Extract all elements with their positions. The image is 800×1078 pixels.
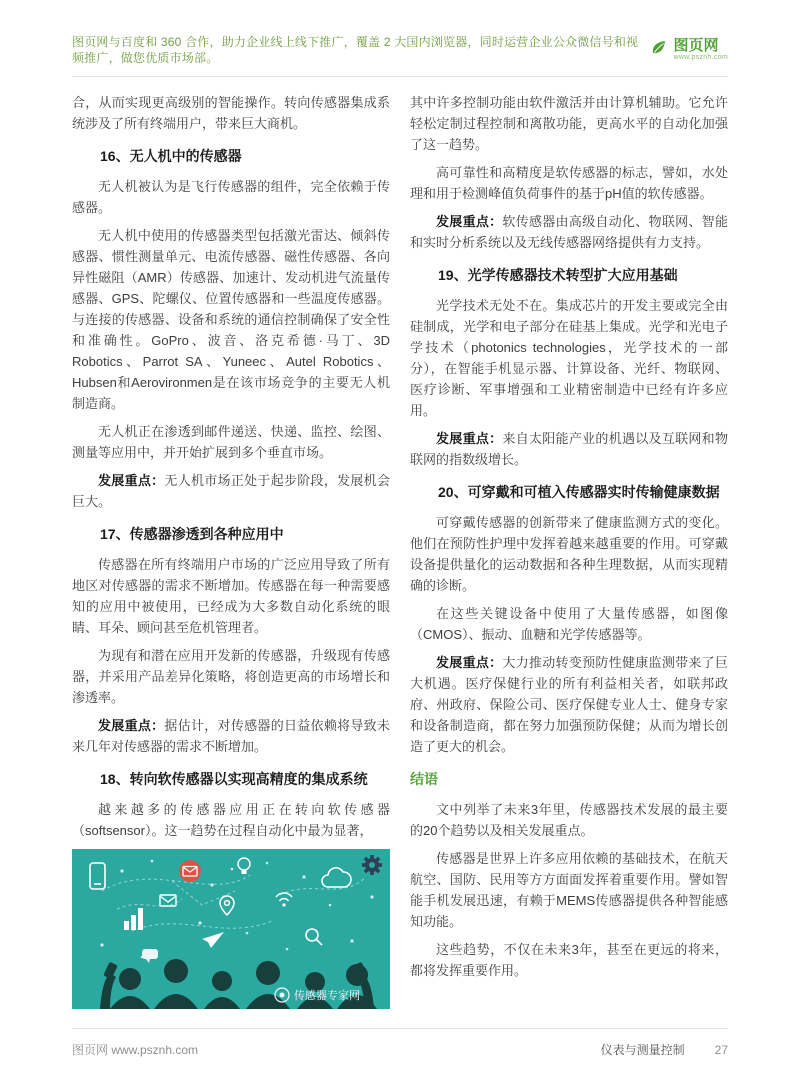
page-footer [72,1028,728,1058]
paragraph: 文中列举了未来3年里，传感器技术发展的最主要的20个趋势以及相关发展重点。 [410,802,728,838]
logo-subtitle: www.psznh.com [673,54,728,62]
article-body [72,77,728,1009]
envelope-badge-icon [179,860,201,882]
footer-page-number: 27 [714,1042,728,1057]
paragraph: 传感器是世界上许多应用依赖的基础技术，在航天航空、国防、民用等方方面面发挥着重要作用。譬如智能手机发展迅速，有赖于MEMS传感器提供各种智能感知功能。 [410,851,728,929]
paragraph: 无人机被认为是飞行传感器的组件，完全依赖于传感器。 [72,179,390,215]
left-column [72,92,390,1009]
logo-title: 图页网 [673,36,719,54]
keypoint-lead: 发展重点： [98,473,165,488]
keypoint-text: 大力推动转变预防性健康监测带来了巨大机遇。医疗保健行业的所有利益相关者，如联邦政府、州政府、保险公司、医疗保健专业人士、健身专家和设备制造商，都在努力加强预防保健；从而为增长创造了更大的机会。 [410,655,728,754]
keypoint-lead: 发展重点： [436,655,503,670]
keypoint-text: 来自太阳能产业的机遇以及互联网和物联网的指数级增长。 [410,431,728,467]
logo-text [674,38,728,62]
paragraph: 无人机正在渗透到邮件递送、快递、监控、绘图、测量等应用中，并开始扩展到多个垂直市场。 [72,424,390,460]
keypoint-lead: 发展重点： [98,718,165,733]
keypoint-paragraph [410,652,728,757]
paragraph: 其中许多控制功能由软件激活并由计算机辅助。它允许轻松定制过程控制和离散功能，更高水平的自动化加强了这一趋势。 [410,95,728,152]
keypoint-text: 软传感器由高级自动化、物联网、智能和实时分析系统以及无线传感器网络提供有力支持。 [410,214,728,250]
paragraph: 高可靠性和高精度是软传感器的标志，譬如，水处理和用于检测峰值负荷事件的基于pH值的软传感器。 [410,165,728,201]
paragraph: 越来越多的传感器应用正在转向软传感器（softsensor）。这一趋势在过程自动化中最为显著， [72,802,390,838]
heading-conclusion: 结语 [410,771,438,787]
keypoint-lead: 发展重点： [436,431,503,446]
paragraph: 无人机中使用的传感器类型包括激光雷达、倾斜传感器、惯性测量单元、电流传感器、磁性传感器、各向异性磁阻（AMR）传感器、加速计、发动机进气流量传感器、GPS、陀螺仪、位置传感器和一些温度传感器。与连接的传感器、设备和系统的通信控制确保了安全性和准确性。GoPro、波音、洛克希德·马丁、3D Robotics、Parrot SA、Yuneec、Autel Robotics、Hubsen和Aerovironmen是在该市场竞争的主要无人机制造商。 [72,228,390,411]
page-header [72,0,728,77]
keypoint-paragraph [72,715,390,757]
paragraph: 合，从而实现更高级别的智能操作。转向传感器集成系统涉及了所有终端用户，带来巨大商机。 [72,95,390,131]
paragraph: 在这些关键设备中使用了大量传感器，如图像（CMOS）、振动、血糖和光学传感器等。 [410,606,728,642]
heading-section-16: 16、无人机中的传感器 [100,148,242,164]
heading-section-20: 20、可穿戴和可植入传感器实时传输健康数据 [438,484,720,500]
right-column [410,92,728,1009]
site-logo [649,38,728,63]
illustration-watermark-text: 传感器专家网 [294,990,360,1002]
paragraph: 传感器在所有终端用户市场的广泛应用导致了所有地区对传感器的需求不断增加。传感器在每一种需要感知的应用中被使用，已经成为大多数自动化系统的眼睛、耳朵、顾问甚至危机管理者。 [72,557,390,635]
paragraph: 可穿戴传感器的创新带来了健康监测方式的变化。他们在预防性护理中发挥着越来越重要的作用。可穿戴设备提供量化的运动数据和各种生理数据，从而实现精确的诊断。 [410,515,728,593]
heading-section-17: 17、传感器渗透到各种应用中 [100,526,284,542]
heading-section-19: 19、光学传感器技术转型扩大应用基础 [438,267,678,283]
keypoint-paragraph [410,211,728,253]
paragraph: 光学技术无处不在。集成芯片的开发主要或完全由硅制成，光学和电子部分在硅基上集成。光学和光电子学技术（photonics technologies，光学技术的一部分），在智能手机显示器、计算设备、光纤、物联网、医疗诊断、军事增强和工业精密制造中已经有许多应用。 [410,298,728,418]
footer-journal-title: 仪表与测量控制 [600,1043,685,1057]
leaf-icon [649,38,669,63]
keypoint-text: 无人机市场正处于起步阶段，发展机会巨大。 [72,473,390,509]
keypoint-text: 据估计，对传感器的日益依赖将导致未来几年对传感器的需求不断增加。 [72,718,390,754]
paragraph: 为现有和潜在应用开发新的传感器，升级现有传感器，并采用产品差异化策略，将创造更高的市场增长和渗透率。 [72,648,390,705]
header-banner-text: 图页网与百度和 360 合作，助力企业线上线下推广，覆盖 2 大国内浏览器，同时运营企业公众微信号和视频推广，做您优质市场部。 [72,35,639,65]
footer-site: 图页网 www.psznh.com [72,1043,199,1057]
footer-right [601,1041,728,1058]
keypoint-paragraph [410,428,728,470]
paragraph: 这些趋势，不仅在未来3年，甚至在更远的将来，都将发挥重要作用。 [410,942,728,978]
heading-section-18: 18、转向软传感器以实现高精度的集成系统 [100,771,368,787]
gear-icon [362,855,382,875]
article-illustration [72,849,390,1009]
keypoint-paragraph [72,470,390,512]
keypoint-lead: 发展重点： [436,214,503,229]
